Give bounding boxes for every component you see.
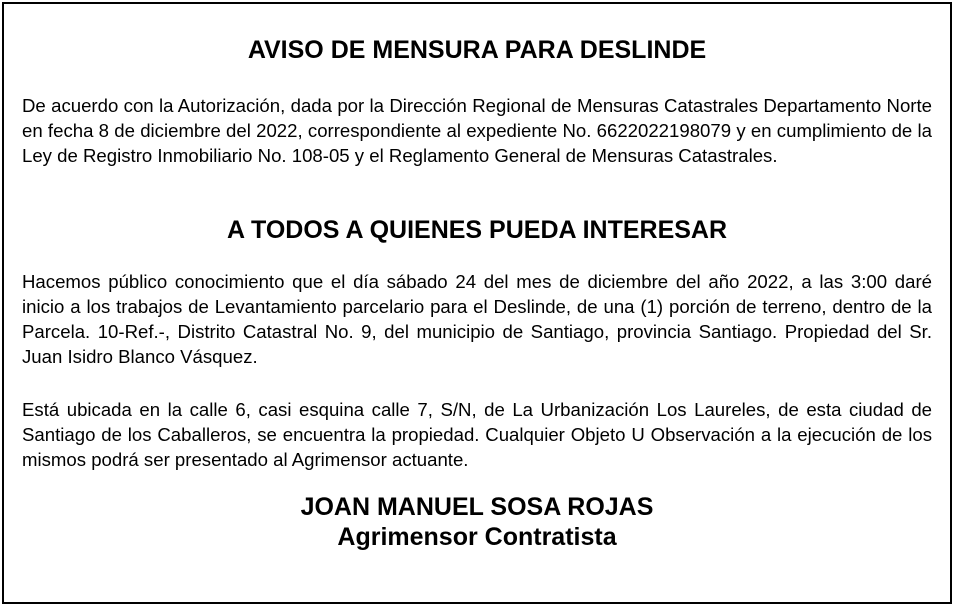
notice-title: AVISO DE MENSURA PARA DESLINDE (247, 36, 707, 64)
location-paragraph: Está ubicada en la calle 6, casi esquina calle 7, S/N, de La Urbanización Los Laureles, de esta ciudad de Santiago de los Caballeros, se encuentra la propiedad. Cualquier Objeto U Observación a la ejecución de los mismos podrá ser presentado al Agrimensor actuante. (22, 399, 932, 470)
authorization-paragraph: De acuerdo con la Autorización, dada por la Dirección Regional de Mensuras Catastrales Departamento Norte en fecha 8 de diciembre del 2022, correspondiente al expediente No. 6622022198079 y en cumplimiento de la Ley de Registro Inmobiliario No. 108-05 y el Reglamento General de Mensuras Catastrales. (22, 95, 932, 166)
signature-role: Agrimensor Contratista (337, 523, 617, 551)
announcement-paragraph: Hacemos público conocimiento que el día sábado 24 del mes de diciembre del año 2022, a las 3:00 daré inicio a los trabajos de Levantamiento parcelario para el Deslinde, de una (1) porción de terreno, dentro de la Parcela. 10-Ref.-, Distrito Catastral No. 9, del municipio de Santiago, provincia Santiago. Propiedad del Sr. Juan Isidro Blanco Vásquez. (22, 271, 932, 367)
notice-subtitle: A TODOS A QUIENES PUEDA INTERESAR (226, 216, 728, 244)
notice-border (2, 2, 952, 604)
signature-name: JOAN MANUEL SOSA ROJAS (300, 493, 654, 521)
